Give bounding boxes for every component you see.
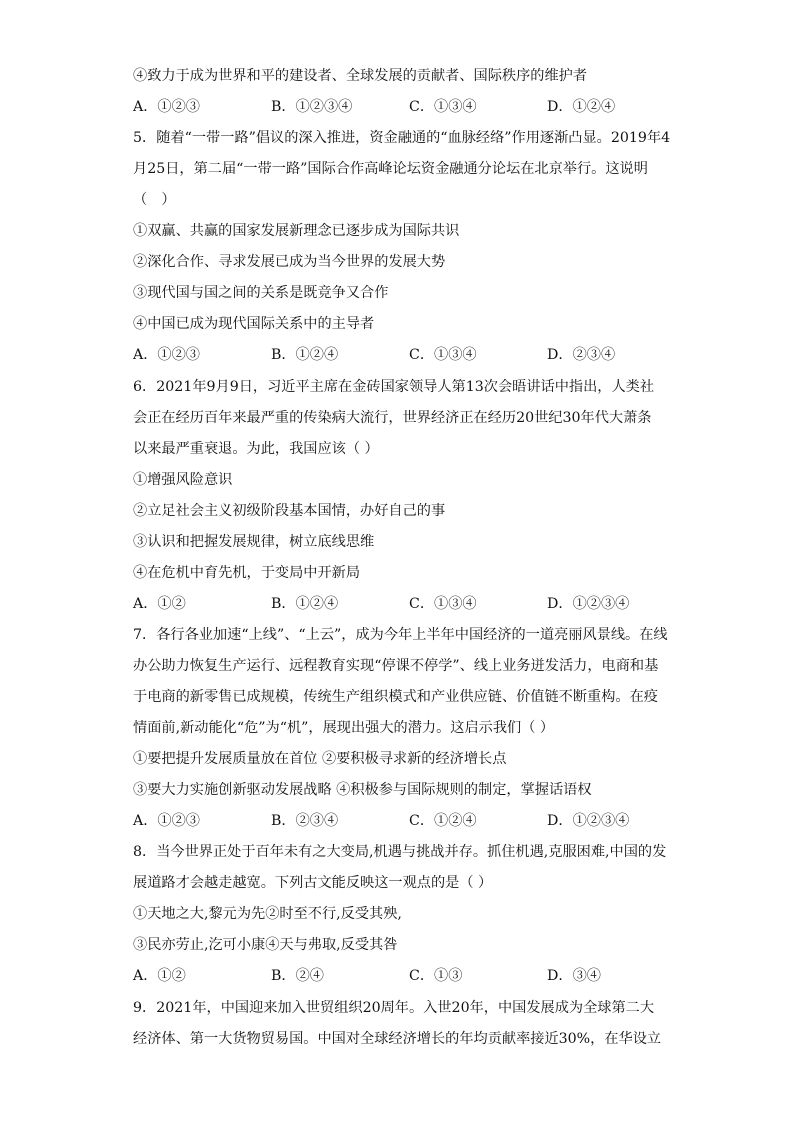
q6-options <box>133 594 653 614</box>
q8-choices-1-2: ①天地之大,黎元为先②时至不行,反受其殃, <box>133 906 402 922</box>
q8-option-d[interactable]: D．③④ <box>547 968 601 984</box>
q5-choice-2: ②深化合作、寻求发展已成为当今世界的发展大势 <box>133 254 446 270</box>
q7-option-b[interactable]: B．②③④ <box>271 813 339 829</box>
q5-option-a[interactable]: A．①②③ <box>133 347 200 363</box>
q6-option-a[interactable]: A．①② <box>133 596 186 612</box>
q6-choice-4: ④在危机中育先机，于变局中开新局 <box>133 565 361 581</box>
q6-option-d[interactable]: D．①②③④ <box>547 596 630 612</box>
q6-choice-2: ②立足社会主义初级阶段基本国情，办好自己的事 <box>133 503 446 519</box>
q5-option-b[interactable]: B．①②④ <box>271 347 339 363</box>
q7-option-d[interactable]: D．①②③④ <box>547 813 630 829</box>
q6-choice-1: ①增强风险意识 <box>133 472 233 488</box>
q5-option-c[interactable]: C．①③④ <box>409 347 477 363</box>
q8-options <box>133 966 653 986</box>
q5-stem-line-2: 月25日，第二届“一带一路”国际合作高峰论坛资金融通分论坛在北京举行。这说明 <box>133 161 648 177</box>
q6-stem-line-2: 会正在经历百年来最严重的传染病大流行，世界经济正在经历20世纪30年代大萧条 <box>133 410 652 426</box>
q6-stem-line-1: 6．2021年9月9日，习近平主席在金砖国家领导人第13次会晤讲话中指出，人类社 <box>133 379 655 395</box>
q8-choices-3-4: ③民亦劳止,汔可小康④天与弗取,反受其咎 <box>133 937 398 953</box>
q6-stem-line-3: 以来最严重衰退。为此，我国应该（ ） <box>133 441 379 457</box>
q8-option-c[interactable]: C．①③ <box>409 968 463 984</box>
q5-choice-3: ③现代国与国之间的关系是既竞争又合作 <box>133 285 389 301</box>
q8-option-b[interactable]: B．②④ <box>271 968 324 984</box>
q5-option-d[interactable]: D．②③④ <box>547 347 616 363</box>
q5-stem-line-1: 5．随着“一带一路”倡议的深入推进，资金融通的“血脉经络”作用逐渐凸显。2019年4 <box>133 130 671 146</box>
q7-choices-1-2: ①要把提升发展质量放在首位 ②要积极寻求新的经济增长点 <box>133 751 507 767</box>
q9-stem-line-2: 经济体、第一大货物贸易国。中国对全球经济增长的年均贡献率接近30%，在华设立 <box>133 1031 662 1047</box>
q4-options <box>133 97 653 117</box>
q8-stem-line-1: 8．当今世界正处于百年未有之大变局,机遇与挑战并存。抓住机遇,克服困难,中国的发 <box>133 844 667 860</box>
q7-choices-3-4: ③要大力实施创新驱动发展战略 ④积极参与国际规则的制定，掌握话语权 <box>133 782 592 798</box>
q6-choice-3: ③认识和把握发展规律，树立底线思维 <box>133 534 375 550</box>
q4-option-b[interactable]: B．①②③④ <box>271 99 353 115</box>
q6-option-b[interactable]: B．①②④ <box>271 596 339 612</box>
q4-choice-4: ④致力于成为世界和平的建设者、全球发展的贡献者、国际秩序的维护者 <box>133 68 588 84</box>
q8-stem-line-2: 展道路才会越走越宽。下列古文能反映这一观点的是（ ） <box>133 875 493 891</box>
q7-stem-line-3: 于电商的新零售已成规模，传统生产组织模式和产业供应链、价值链不断重构。在疫 <box>133 689 658 705</box>
q4-option-a[interactable]: A．①②③ <box>133 99 200 115</box>
q8-option-a[interactable]: A．①② <box>133 968 186 984</box>
q9-stem-line-1: 9．2021年，中国迎来加入世贸组织20周年。入世20年，中国发展成为全球第二大 <box>133 1000 655 1016</box>
q7-option-c[interactable]: C．①②④ <box>409 813 477 829</box>
q7-options <box>133 811 653 831</box>
q6-option-c[interactable]: C．①③④ <box>409 596 477 612</box>
q5-choice-1: ①双赢、共赢的国家发展新理念已逐步成为国际共识 <box>133 223 460 239</box>
q7-stem-line-2: 办公助力恢复生产运行、远程教育实现“停课不停学”、线上业务迸发活力，电商和基 <box>133 658 659 674</box>
q5-choice-4: ④中国已成为现代国际关系中的主导者 <box>133 316 375 332</box>
q4-option-c[interactable]: C．①③④ <box>409 99 477 115</box>
q7-stem-line-4: 情面前,新动能化“危”为“机”，展现出强大的潜力。这启示我们（ ） <box>133 720 555 736</box>
q5-answer-bracket: （ ） <box>133 192 176 208</box>
q5-options <box>133 345 653 365</box>
q7-option-a[interactable]: A．①②③ <box>133 813 200 829</box>
q7-stem-line-1: 7．各行各业加速“上线”、“上云”，成为今年上半年中国经济的一道亮丽风景线。在线 <box>133 627 668 643</box>
q4-option-d[interactable]: D．①②④ <box>547 99 616 115</box>
